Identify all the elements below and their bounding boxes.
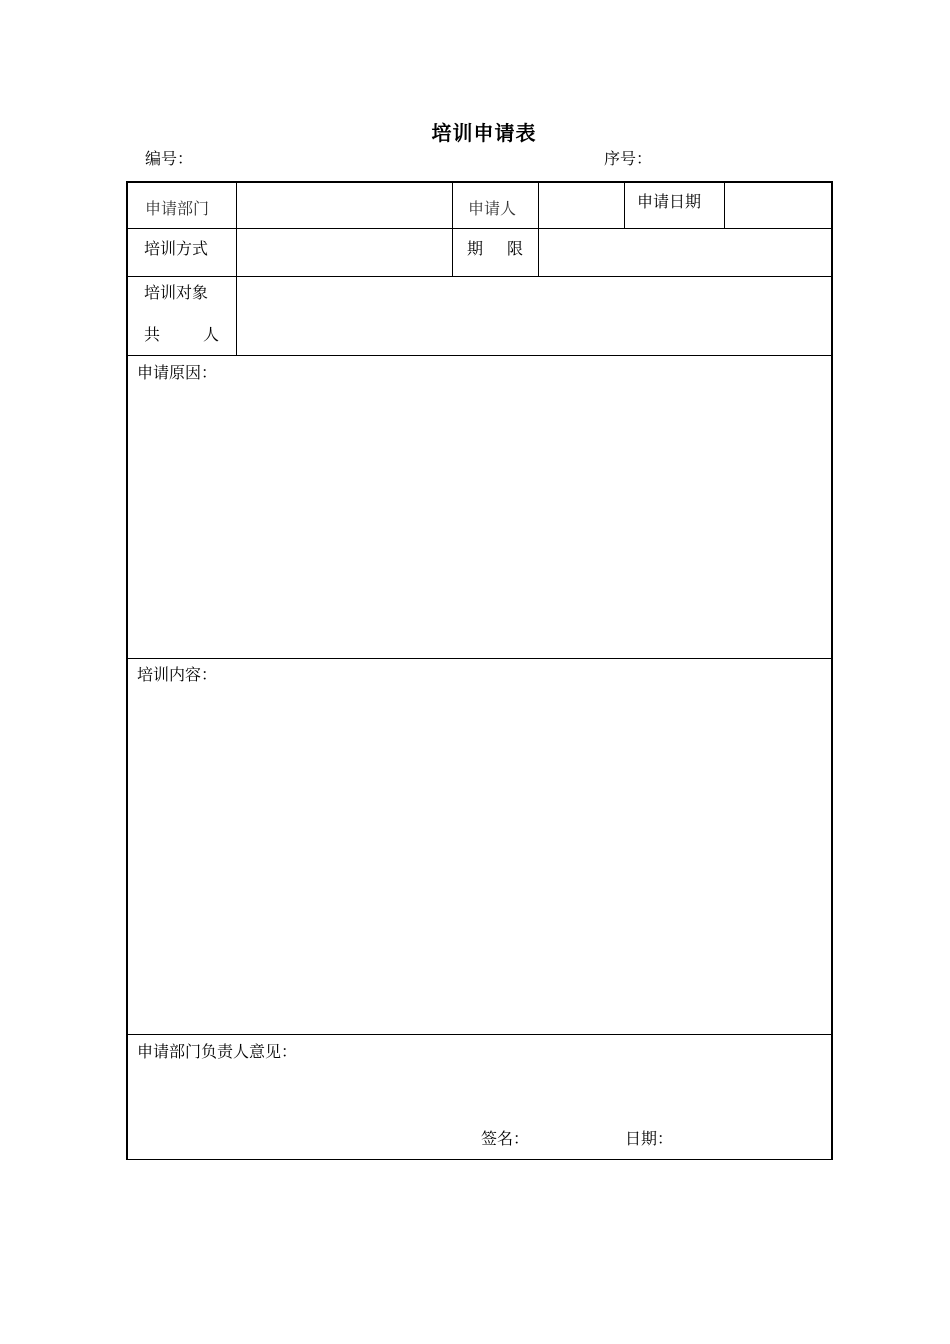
application-form: [126, 181, 833, 1160]
reason-bottom-line: [128, 658, 831, 659]
page-title: 培训申请表: [431, 121, 537, 145]
content-label: 培训内容：: [137, 665, 218, 684]
reason-field[interactable]: [128, 383, 831, 657]
sign-date-label: 日期：: [625, 1129, 674, 1148]
training-method-field[interactable]: [237, 229, 451, 275]
number-label: 编号：: [145, 149, 194, 168]
middle-column-divider: [452, 183, 453, 276]
apply-date-field[interactable]: [725, 184, 831, 227]
signature-label: 签名：: [481, 1129, 530, 1148]
training-target-field[interactable]: [237, 277, 831, 354]
applicant-label: 申请人: [468, 199, 517, 218]
count-label-char2: 人: [203, 325, 220, 344]
period-field[interactable]: [539, 229, 831, 275]
department-label: 申请部门: [145, 199, 210, 218]
dept-head-opinion-label: 申请部门负责人意见：: [137, 1042, 298, 1061]
content-bottom-line: [128, 1034, 831, 1035]
department-field[interactable]: [237, 184, 451, 227]
training-target-label: 培训对象: [144, 283, 209, 302]
period-label-char1: 期: [467, 239, 484, 258]
date-label-divider-left: [624, 183, 625, 228]
training-method-label: 培训方式: [144, 239, 209, 258]
content-field[interactable]: [128, 685, 831, 1033]
row3-bottom-line: [128, 355, 831, 356]
signature-field[interactable]: [536, 1121, 616, 1149]
period-label-char2: 限: [507, 239, 524, 258]
count-label-char1: 共: [144, 325, 161, 344]
serial-label: 序号：: [604, 149, 653, 168]
applicant-field[interactable]: [539, 184, 623, 227]
reason-label: 申请原因：: [137, 363, 218, 382]
sign-date-field[interactable]: [680, 1121, 820, 1149]
apply-date-label: 申请日期: [637, 192, 702, 211]
